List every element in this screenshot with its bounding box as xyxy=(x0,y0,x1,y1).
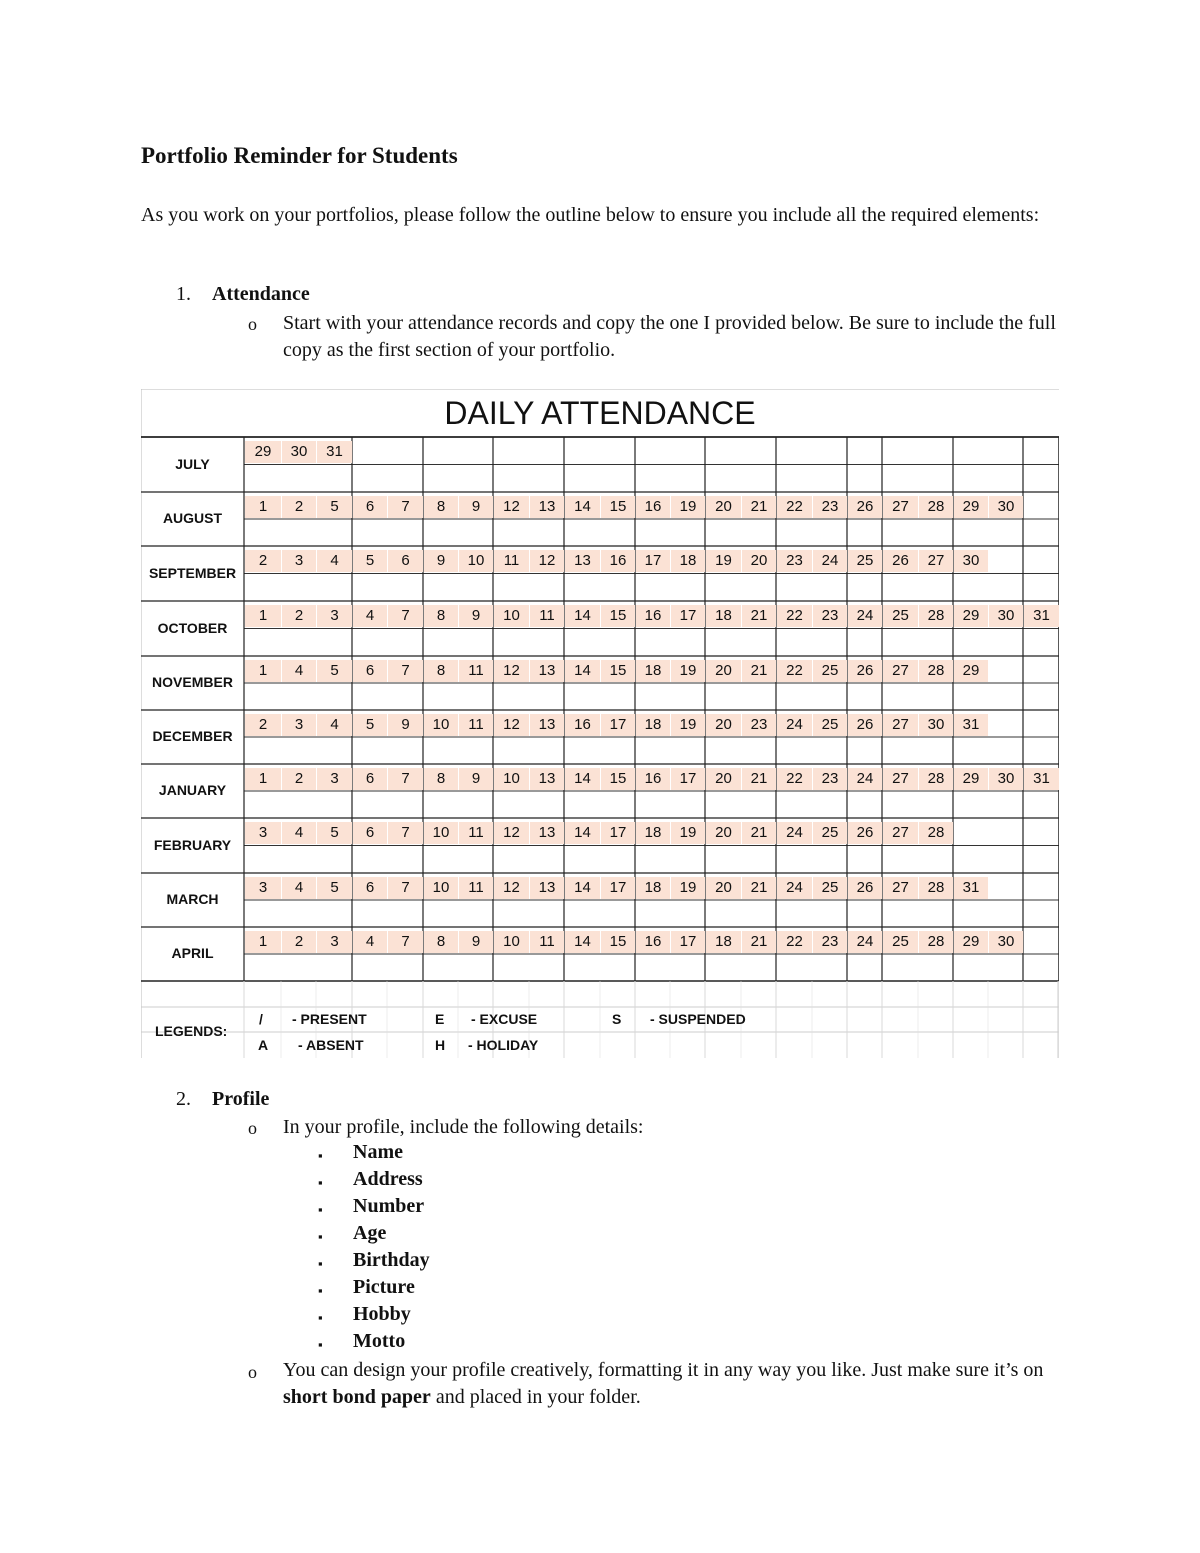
day-cell: 21 xyxy=(742,877,776,899)
day-cell: 17 xyxy=(601,714,635,736)
day-cell: 12 xyxy=(494,714,529,736)
item-marker: ▪ xyxy=(318,1310,323,1325)
day-cell: 13 xyxy=(530,714,564,736)
day-cell: 30 xyxy=(989,768,1023,790)
day-cell: 13 xyxy=(565,550,600,572)
day-cell: 11 xyxy=(494,550,529,572)
day-cell: 30 xyxy=(989,931,1023,953)
day-cell: 29 xyxy=(954,931,988,953)
day-cell: 3 xyxy=(317,931,352,953)
day-cell: 24 xyxy=(777,877,812,899)
day-cell: 5 xyxy=(317,877,352,899)
month-label: FEBRUARY xyxy=(153,836,232,853)
day-cell: 20 xyxy=(706,877,741,899)
day-cell: 14 xyxy=(565,660,600,682)
day-cell: 28 xyxy=(919,768,953,790)
day-cell: 12 xyxy=(494,660,529,682)
day-cell: 11 xyxy=(459,877,493,899)
day-cell: 13 xyxy=(530,660,564,682)
bullet-marker: o xyxy=(248,1362,257,1382)
day-cell: 7 xyxy=(388,877,423,899)
day-cell: 11 xyxy=(530,931,564,953)
day-cell: 30 xyxy=(989,496,1023,518)
day-cell: 5 xyxy=(353,714,387,736)
day-cell: 24 xyxy=(848,605,882,627)
day-cell: 20 xyxy=(706,496,741,518)
day-cell: 4 xyxy=(353,931,387,953)
day-cell: 16 xyxy=(636,496,670,518)
month-label: MARCH xyxy=(166,891,219,907)
item-marker: ▪ xyxy=(318,1256,323,1271)
day-cell: 24 xyxy=(813,550,847,572)
day-cell: 10 xyxy=(494,605,529,627)
day-cell: 29 xyxy=(245,441,281,463)
day-cell: 9 xyxy=(424,550,458,572)
day-cell: 1 xyxy=(245,768,281,790)
day-cell: 14 xyxy=(565,605,600,627)
closing-text-bold: short bond paper xyxy=(283,1386,431,1408)
profile-item-birthday: Birthday xyxy=(353,1249,430,1271)
page-title: Portfolio Reminder for Students xyxy=(141,143,458,168)
day-cell: 24 xyxy=(848,768,882,790)
day-cell: 14 xyxy=(565,822,600,844)
day-cell: 19 xyxy=(671,496,705,518)
closing-text-end: and placed in your folder. xyxy=(430,1386,641,1408)
day-cell: 3 xyxy=(317,605,352,627)
day-cell: 17 xyxy=(671,931,705,953)
day-cell: 6 xyxy=(353,877,387,899)
day-cell: 7 xyxy=(388,660,423,682)
day-cell: 20 xyxy=(706,768,741,790)
day-cell: 15 xyxy=(601,660,635,682)
day-cell: 28 xyxy=(919,496,953,518)
day-cell: 8 xyxy=(424,496,458,518)
day-cell: 7 xyxy=(388,768,423,790)
day-cell: 21 xyxy=(742,605,776,627)
day-cell: 26 xyxy=(848,877,882,899)
legend-label: LEGENDS: xyxy=(155,1023,228,1039)
day-cell: 24 xyxy=(777,714,812,736)
legend-holiday-text: - HOLIDAY xyxy=(468,1037,539,1053)
day-cell: 30 xyxy=(282,441,316,463)
section-1-number: 1. xyxy=(176,283,191,305)
day-cell: 31 xyxy=(317,441,352,463)
day-cell: 27 xyxy=(883,877,918,899)
day-cell: 2 xyxy=(245,550,281,572)
legend-absent-symbol: A xyxy=(258,1037,269,1053)
day-cell: 10 xyxy=(424,822,458,844)
day-cell: 26 xyxy=(848,822,882,844)
profile-item-number: Number xyxy=(353,1195,425,1217)
day-cell: 29 xyxy=(954,605,988,627)
day-cell: 9 xyxy=(459,605,493,627)
day-cell: 2 xyxy=(282,768,316,790)
day-cell: 13 xyxy=(530,877,564,899)
day-cell: 18 xyxy=(671,550,705,572)
legend-holiday-symbol: H xyxy=(435,1037,446,1053)
day-cell: 14 xyxy=(565,931,600,953)
day-cell: 1 xyxy=(245,496,281,518)
attendance-instruction: Start with your attendance records and copy the one I provided below. Be sure to include the full copy as the first section of your portfolio. xyxy=(283,312,1056,361)
day-cell: 16 xyxy=(601,550,635,572)
day-cell: 27 xyxy=(883,660,918,682)
day-cell: 24 xyxy=(777,822,812,844)
day-cell: 3 xyxy=(282,550,316,572)
month-label: AUGUST xyxy=(162,510,223,526)
day-cell: 26 xyxy=(848,660,882,682)
day-cell: 17 xyxy=(671,605,705,627)
legend-present-symbol: / xyxy=(259,1011,263,1027)
day-cell: 23 xyxy=(742,714,776,736)
day-cell: 28 xyxy=(919,877,953,899)
day-cell: 16 xyxy=(565,714,600,736)
day-cell: 20 xyxy=(706,660,741,682)
day-cell: 2 xyxy=(282,496,316,518)
day-cell: 28 xyxy=(919,660,953,682)
day-cell: 4 xyxy=(282,822,316,844)
day-cell: 27 xyxy=(883,714,918,736)
day-cell: 31 xyxy=(1024,768,1059,790)
day-cell: 2 xyxy=(282,605,316,627)
profile-item-hobby: Hobby xyxy=(353,1303,411,1325)
day-cell: 27 xyxy=(883,822,918,844)
day-cell: 17 xyxy=(636,550,670,572)
day-cell: 16 xyxy=(636,768,670,790)
day-cell: 10 xyxy=(459,550,493,572)
legend-excuse-text: - EXCUSE xyxy=(471,1011,538,1027)
profile-closing-note xyxy=(283,1357,1058,1411)
item-marker: ▪ xyxy=(318,1337,323,1352)
bullet-marker: o xyxy=(248,314,257,334)
item-marker: ▪ xyxy=(318,1175,323,1190)
day-cell: 8 xyxy=(424,660,458,682)
month-label: APRIL xyxy=(171,945,214,961)
day-cell: 13 xyxy=(530,768,564,790)
day-cell: 4 xyxy=(282,660,316,682)
day-cell: 17 xyxy=(671,768,705,790)
profile-item-picture: Picture xyxy=(353,1276,415,1298)
day-cell: 8 xyxy=(424,768,458,790)
day-cell: 4 xyxy=(353,605,387,627)
day-cell: 21 xyxy=(742,768,776,790)
month-label: NOVEMBER xyxy=(152,674,233,690)
day-cell: 4 xyxy=(317,714,352,736)
day-cell: 20 xyxy=(742,550,776,572)
day-cell: 15 xyxy=(601,768,635,790)
profile-item-address: Address xyxy=(353,1168,423,1190)
legend-suspended-text: - SUSPENDED xyxy=(650,1011,746,1027)
day-cell: 26 xyxy=(848,496,882,518)
legend-present-text: - PRESENT xyxy=(292,1011,367,1027)
day-cell: 25 xyxy=(883,931,918,953)
day-cell: 25 xyxy=(813,714,847,736)
day-cell: 18 xyxy=(706,605,741,627)
day-cell: 21 xyxy=(742,496,776,518)
closing-text-start: You can design your profile creatively, formatting it in any way you like. Just make sure it’s on xyxy=(283,1359,1044,1381)
day-cell: 8 xyxy=(424,605,458,627)
day-cell: 22 xyxy=(777,660,812,682)
day-cell: 22 xyxy=(777,768,812,790)
day-cell: 25 xyxy=(883,605,918,627)
day-cell: 7 xyxy=(388,931,423,953)
day-cell: 31 xyxy=(954,877,988,899)
day-cell: 4 xyxy=(282,877,316,899)
day-cell: 7 xyxy=(388,496,423,518)
day-cell: 23 xyxy=(813,496,847,518)
day-cell: 26 xyxy=(848,714,882,736)
day-cell: 9 xyxy=(459,931,493,953)
day-cell: 30 xyxy=(919,714,953,736)
day-cell: 14 xyxy=(565,496,600,518)
day-cell: 16 xyxy=(636,931,670,953)
day-cell: 18 xyxy=(636,660,670,682)
day-cell: 3 xyxy=(282,714,316,736)
day-cell: 8 xyxy=(424,931,458,953)
day-cell: 23 xyxy=(777,550,812,572)
day-cell: 26 xyxy=(883,550,918,572)
day-cell: 15 xyxy=(601,605,635,627)
day-cell: 29 xyxy=(954,496,988,518)
day-cell: 18 xyxy=(636,714,670,736)
day-cell: 23 xyxy=(813,931,847,953)
day-cell: 14 xyxy=(565,877,600,899)
day-cell: 15 xyxy=(601,496,635,518)
day-cell: 27 xyxy=(919,550,953,572)
day-cell: 25 xyxy=(813,822,847,844)
day-cell: 6 xyxy=(353,768,387,790)
day-cell: 6 xyxy=(353,496,387,518)
section-2-number: 2. xyxy=(176,1088,191,1110)
month-label: SEPTEMBER xyxy=(148,564,237,581)
item-marker: ▪ xyxy=(318,1283,323,1298)
day-cell: 13 xyxy=(530,822,564,844)
day-cell: 25 xyxy=(813,877,847,899)
day-cell: 18 xyxy=(636,877,670,899)
day-cell: 9 xyxy=(459,496,493,518)
profile-item-motto: Motto xyxy=(353,1330,406,1352)
day-cell: 11 xyxy=(530,605,564,627)
day-cell: 2 xyxy=(245,714,281,736)
day-cell: 25 xyxy=(848,550,882,572)
intro-paragraph: As you work on your portfolios, please follow the outline below to ensure you include all the required elements: xyxy=(141,204,1040,226)
day-cell: 16 xyxy=(636,605,670,627)
day-cell: 27 xyxy=(883,768,918,790)
day-cell: 1 xyxy=(245,931,281,953)
day-cell: 5 xyxy=(317,496,352,518)
day-cell: 19 xyxy=(671,660,705,682)
day-cell: 10 xyxy=(424,714,458,736)
day-cell: 18 xyxy=(706,931,741,953)
day-cell: 18 xyxy=(636,822,670,844)
day-cell: 12 xyxy=(494,822,529,844)
section-2-heading: Profile xyxy=(212,1088,270,1110)
day-cell: 12 xyxy=(530,550,564,572)
legend-absent-text: - ABSENT xyxy=(298,1037,364,1053)
day-cell: 5 xyxy=(353,550,387,572)
day-cell: 28 xyxy=(919,931,953,953)
day-cell: 25 xyxy=(813,660,847,682)
day-cell: 21 xyxy=(742,660,776,682)
profile-item-age: Age xyxy=(353,1222,387,1244)
day-cell: 10 xyxy=(424,877,458,899)
item-marker: ▪ xyxy=(318,1148,323,1163)
day-cell: 21 xyxy=(742,822,776,844)
day-cell: 21 xyxy=(742,931,776,953)
day-cell: 2 xyxy=(282,931,316,953)
day-cell: 3 xyxy=(245,822,281,844)
day-cell: 13 xyxy=(530,496,564,518)
day-cell: 19 xyxy=(671,714,705,736)
day-cell: 23 xyxy=(813,768,847,790)
legend-excuse-symbol: E xyxy=(435,1011,445,1027)
month-label: DECEMBER xyxy=(152,728,233,744)
month-label: JULY xyxy=(175,455,210,472)
month-label: OCTOBER xyxy=(157,619,228,636)
day-cell: 14 xyxy=(565,768,600,790)
day-cell: 19 xyxy=(706,550,741,572)
day-cell: 11 xyxy=(459,822,493,844)
day-cell: 28 xyxy=(919,822,953,844)
day-cell: 9 xyxy=(459,768,493,790)
day-cell: 22 xyxy=(777,605,812,627)
day-cell: 1 xyxy=(245,605,281,627)
legend-suspended-symbol: S xyxy=(612,1011,622,1027)
day-cell: 27 xyxy=(883,496,918,518)
profile-item-name: Name xyxy=(353,1141,403,1163)
day-cell: 17 xyxy=(601,877,635,899)
day-cell: 4 xyxy=(317,550,352,572)
day-cell: 3 xyxy=(245,877,281,899)
attendance-title: DAILY ATTENDANCE xyxy=(444,395,756,431)
day-cell: 6 xyxy=(353,822,387,844)
day-cell: 7 xyxy=(388,605,423,627)
day-cell: 20 xyxy=(706,714,741,736)
section-1-heading: Attendance xyxy=(212,283,310,305)
bullet-marker: o xyxy=(248,1118,257,1138)
day-cell: 7 xyxy=(388,822,423,844)
day-cell: 9 xyxy=(388,714,423,736)
day-cell: 28 xyxy=(919,605,953,627)
attendance-sheet xyxy=(141,389,1059,1058)
day-cell: 10 xyxy=(494,931,529,953)
day-cell: 29 xyxy=(954,768,988,790)
day-cell: 19 xyxy=(671,822,705,844)
day-cell: 6 xyxy=(388,550,423,572)
day-cell: 19 xyxy=(671,877,705,899)
day-cell: 5 xyxy=(317,822,352,844)
day-cell: 29 xyxy=(954,660,988,682)
day-cell: 15 xyxy=(601,931,635,953)
item-marker: ▪ xyxy=(318,1202,323,1217)
day-cell: 30 xyxy=(989,605,1023,627)
day-cell: 1 xyxy=(245,660,281,682)
profile-instruction: In your profile, include the following details: xyxy=(283,1116,644,1138)
day-cell: 24 xyxy=(848,931,882,953)
month-label: JANUARY xyxy=(158,782,227,798)
day-cell: 11 xyxy=(459,660,493,682)
day-cell: 12 xyxy=(494,877,529,899)
day-cell: 22 xyxy=(777,931,812,953)
day-cell: 5 xyxy=(317,660,352,682)
day-cell: 12 xyxy=(494,496,529,518)
day-cell: 30 xyxy=(954,550,988,572)
day-cell: 3 xyxy=(317,768,352,790)
item-marker: ▪ xyxy=(318,1229,323,1244)
day-cell: 23 xyxy=(813,605,847,627)
day-cell: 6 xyxy=(353,660,387,682)
day-cell: 31 xyxy=(954,714,988,736)
day-cell: 10 xyxy=(494,768,529,790)
day-cell: 11 xyxy=(459,714,493,736)
day-cell: 17 xyxy=(601,822,635,844)
day-cell: 20 xyxy=(706,822,741,844)
day-cell: 22 xyxy=(777,496,812,518)
day-cell: 31 xyxy=(1024,605,1059,627)
